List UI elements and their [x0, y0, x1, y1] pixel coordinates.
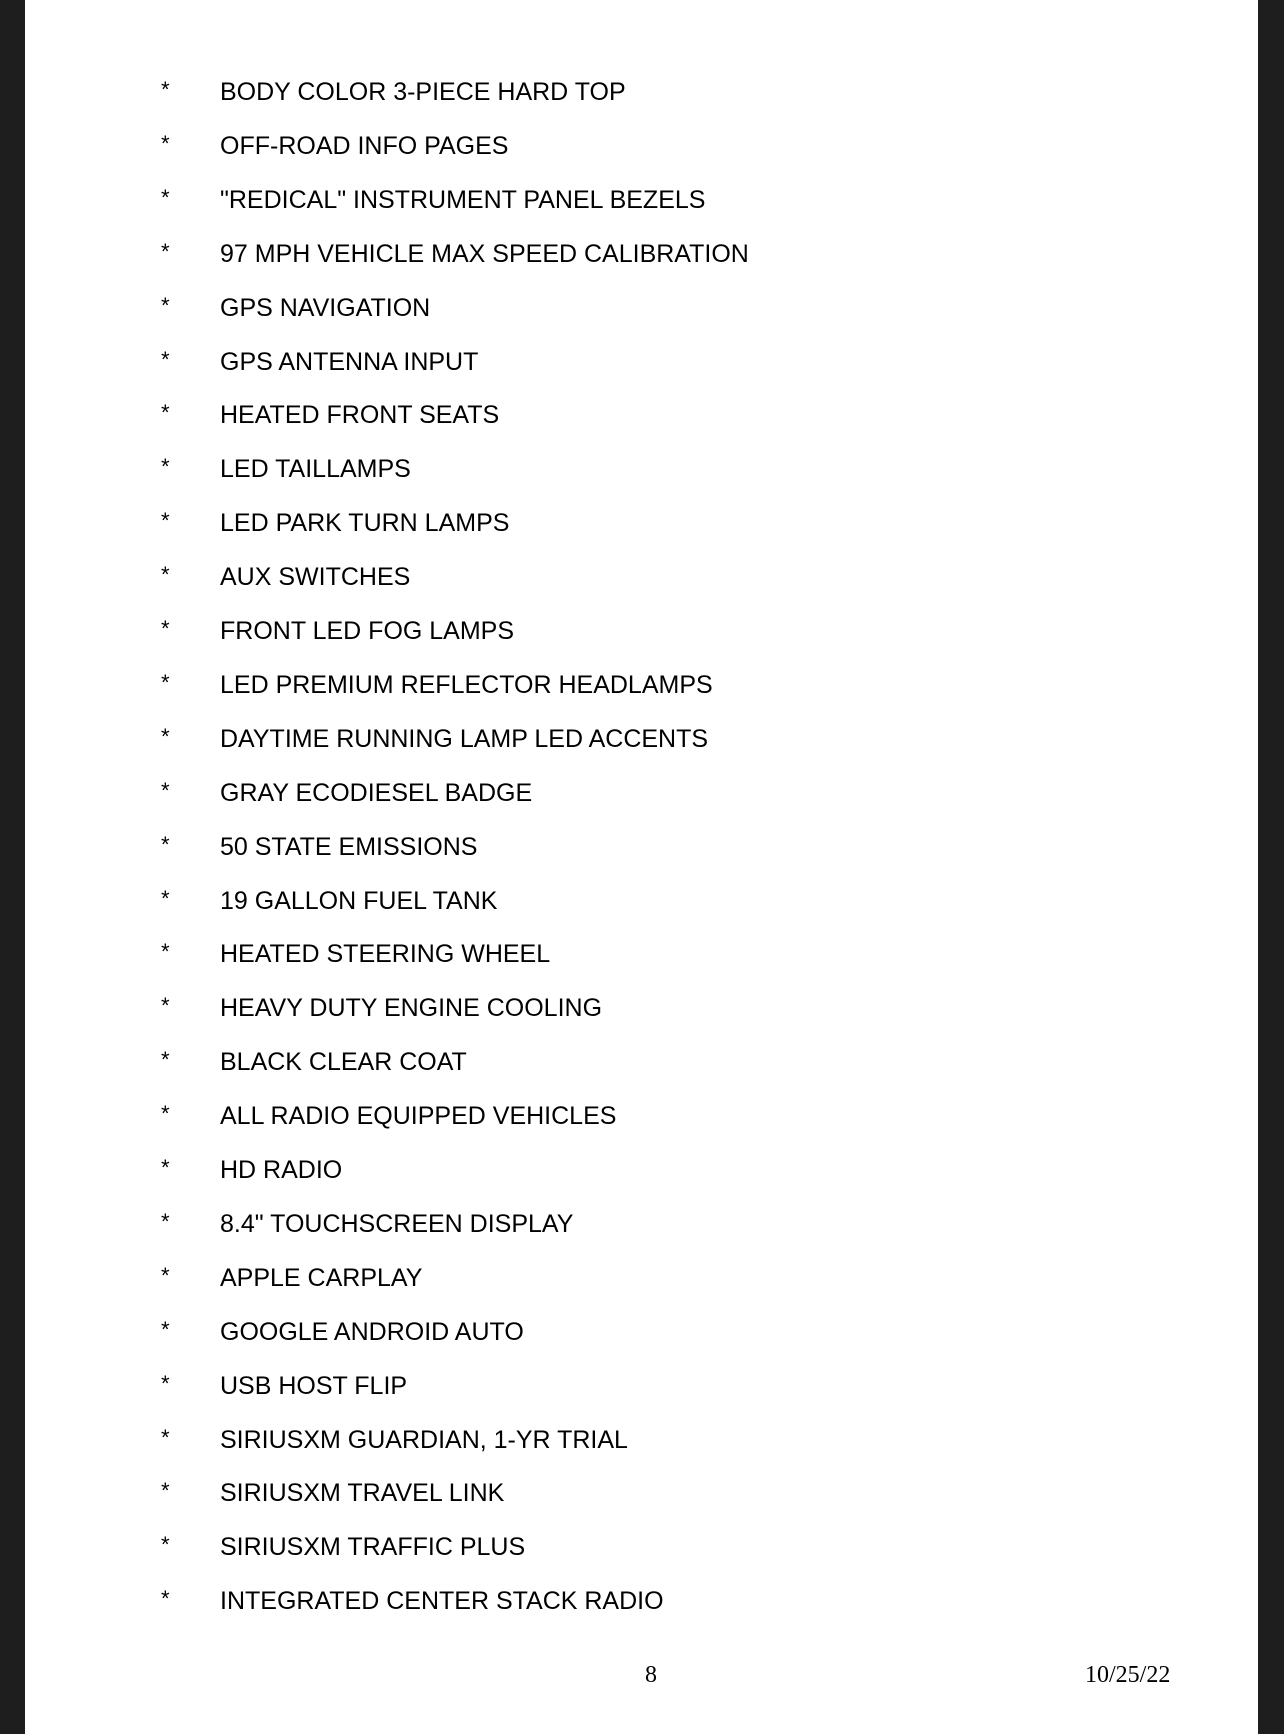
list-item: [25, 1155, 1258, 1195]
list-item-label: "REDICAL" INSTRUMENT PANEL BEZELS: [220, 186, 706, 214]
list-item-label: BODY COLOR 3-PIECE HARD TOP: [220, 78, 626, 106]
list-item-label: OFF-ROAD INFO PAGES: [220, 132, 509, 160]
list-item: [25, 939, 1258, 979]
list-item-label: HEAVY DUTY ENGINE COOLING: [220, 994, 603, 1022]
bullet-marker: *: [161, 131, 170, 156]
list-item: [25, 1263, 1258, 1303]
bullet-marker: *: [161, 1371, 170, 1396]
list-item: [25, 239, 1258, 279]
list-item-label: GPS ANTENNA INPUT: [220, 348, 479, 376]
bullet-marker: *: [161, 1425, 170, 1450]
list-item-label: 97 MPH VEHICLE MAX SPEED CALIBRATION: [220, 240, 749, 268]
list-item: [25, 508, 1258, 548]
bullet-marker: *: [161, 886, 170, 911]
bullet-marker: *: [161, 1209, 170, 1234]
list-item-label: HEATED FRONT SEATS: [220, 401, 500, 429]
bullet-marker: *: [161, 939, 170, 964]
list-item: [25, 1532, 1258, 1572]
list-item-label: INTEGRATED CENTER STACK RADIO: [220, 1587, 664, 1615]
list-item-label: GRAY ECODIESEL BADGE: [220, 779, 533, 807]
list-item: [25, 724, 1258, 764]
list-item: [25, 347, 1258, 387]
list-item-label: LED PREMIUM REFLECTOR HEADLAMPS: [220, 671, 713, 699]
list-item-label: AUX SWITCHES: [220, 563, 411, 591]
list-item-label: USB HOST FLIP: [220, 1372, 408, 1400]
list-item: [25, 1209, 1258, 1249]
list-item: [25, 1425, 1258, 1465]
page-number: 8: [645, 1662, 657, 1688]
bullet-marker: *: [161, 724, 170, 749]
bullet-marker: *: [161, 508, 170, 533]
list-item: [25, 562, 1258, 602]
bullet-marker: *: [161, 1101, 170, 1126]
bullet-marker: *: [161, 832, 170, 857]
bullet-marker: *: [161, 185, 170, 210]
list-item: [25, 454, 1258, 494]
list-item-label: LED TAILLAMPS: [220, 455, 411, 483]
list-item: [25, 293, 1258, 333]
list-item-label: FRONT LED FOG LAMPS: [220, 617, 515, 645]
list-item-label: SIRIUSXM GUARDIAN, 1-YR TRIAL: [220, 1426, 628, 1454]
list-item-label: 8.4" TOUCHSCREEN DISPLAY: [220, 1210, 574, 1238]
list-item-label: 19 GALLON FUEL TANK: [220, 887, 498, 915]
bullet-marker: *: [161, 1155, 170, 1180]
bullet-marker: *: [161, 239, 170, 264]
list-item: [25, 993, 1258, 1033]
bullet-marker: *: [161, 562, 170, 587]
list-item-label: BLACK CLEAR COAT: [220, 1048, 467, 1076]
list-item-label: ALL RADIO EQUIPPED VEHICLES: [220, 1102, 617, 1130]
list-item: [25, 832, 1258, 872]
list-item: [25, 77, 1258, 117]
bullet-marker: *: [161, 616, 170, 641]
bullet-marker: *: [161, 1586, 170, 1611]
bullet-marker: *: [161, 1047, 170, 1072]
list-item-label: GPS NAVIGATION: [220, 294, 431, 322]
list-item: [25, 131, 1258, 171]
bullet-marker: *: [161, 670, 170, 695]
list-item: [25, 185, 1258, 225]
bullet-marker: *: [161, 293, 170, 318]
bullet-marker: *: [161, 347, 170, 372]
bullet-marker: *: [161, 400, 170, 425]
list-item-label: 50 STATE EMISSIONS: [220, 833, 478, 861]
list-item: [25, 886, 1258, 926]
bullet-marker: *: [161, 454, 170, 479]
document-date: 10/25/22: [1085, 1662, 1171, 1688]
list-item: [25, 1586, 1258, 1626]
list-item-label: SIRIUSXM TRAFFIC PLUS: [220, 1533, 526, 1561]
list-item-label: HEATED STEERING WHEEL: [220, 940, 551, 968]
list-item: [25, 778, 1258, 818]
bullet-marker: *: [161, 1263, 170, 1288]
bullet-marker: *: [161, 1478, 170, 1503]
bullet-marker: *: [161, 993, 170, 1018]
list-item-label: SIRIUSXM TRAVEL LINK: [220, 1479, 505, 1507]
document-page: [25, 0, 1258, 1734]
bullet-marker: *: [161, 778, 170, 803]
list-item: [25, 1371, 1258, 1411]
list-item: [25, 1478, 1258, 1518]
list-item-label: GOOGLE ANDROID AUTO: [220, 1318, 524, 1346]
list-item-label: APPLE CARPLAY: [220, 1264, 423, 1292]
bullet-marker: *: [161, 1532, 170, 1557]
list-item-label: LED PARK TURN LAMPS: [220, 509, 510, 537]
list-item: [25, 616, 1258, 656]
list-item: [25, 1317, 1258, 1357]
bullet-marker: *: [161, 1317, 170, 1342]
list-item: [25, 400, 1258, 440]
list-item: [25, 670, 1258, 710]
bullet-marker: *: [161, 77, 170, 102]
list-item: [25, 1101, 1258, 1141]
list-item-label: DAYTIME RUNNING LAMP LED ACCENTS: [220, 725, 709, 753]
list-item: [25, 1047, 1258, 1087]
list-item-label: HD RADIO: [220, 1156, 343, 1184]
